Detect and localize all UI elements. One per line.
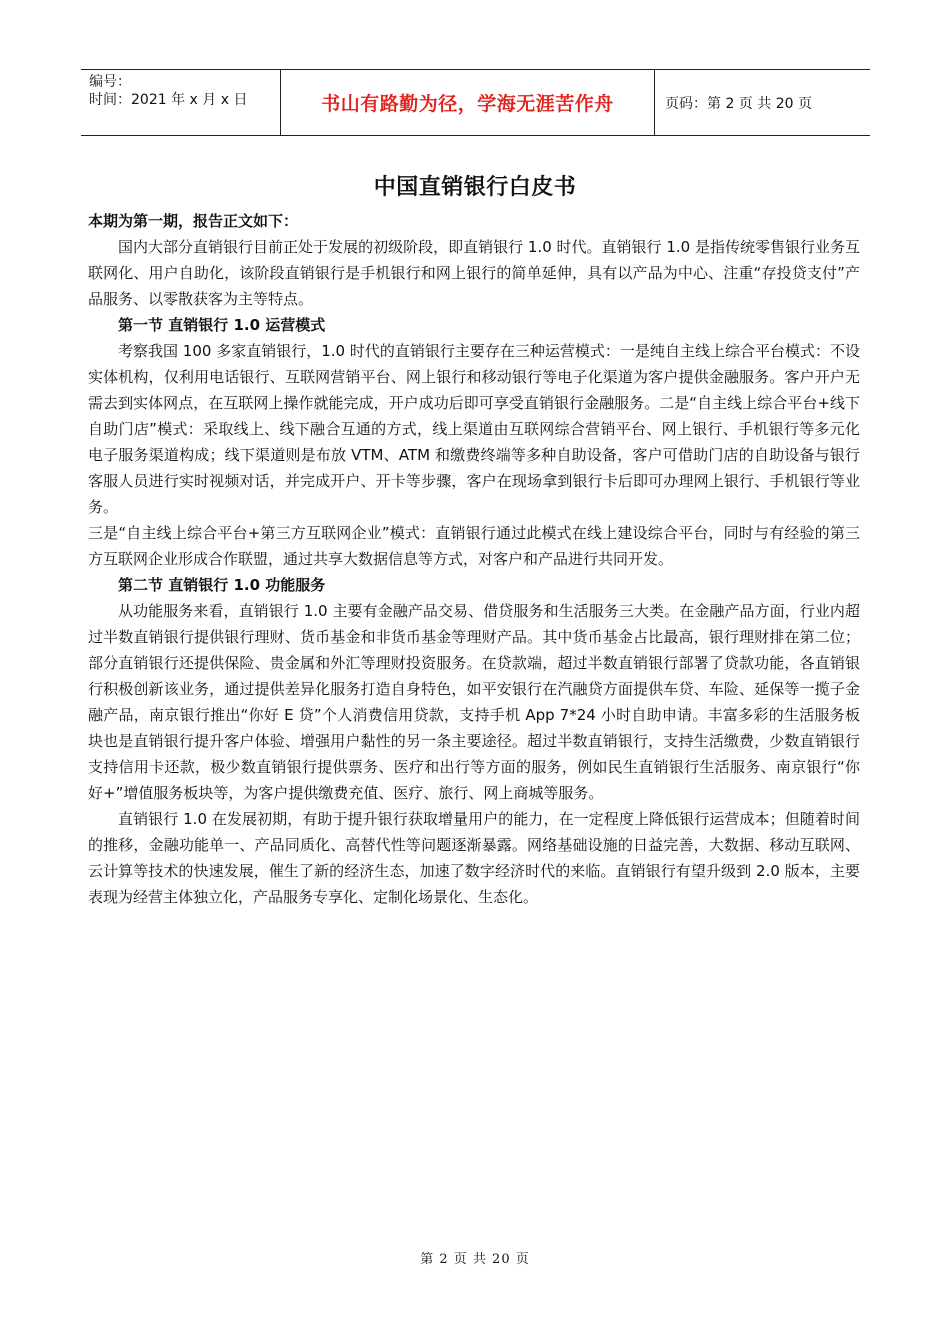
paragraph-intro: 国内大部分直销银行目前正处于发展的初级阶段，即直销银行 1.0 时代。直销银行 1.0 是指传统零售银行业务互联网化、用户自助化，该阶段直销银行是手机银行和网上银行的简单延伸，具有以产品为中心、注重“存投贷支付”产品服务、以零散获客为主等特点。 (88, 238, 860, 308)
paragraph-operating-modes: 考察我国 100 多家直销银行，1.0 时代的直销银行主要存在三种运营模式：一是纯自主线上综合平台模式：不设实体机构，仅利用电话银行、互联网营销平台、网上银行和移动银行等电子化渠道为客户提供金融服务。客户开户无需去到实体网点，在互联网上操作就能完成，开户成功后即可享受直销银行金融服务。二是“自主线上综合平台+线下自助门店”模式：采取线上、线下融合互通的方式，线上渠道由互联网综合营销平台、网上银行、手机银行等多元化电子服务渠道构成；线下渠道则是布放 VTM、ATM 和缴费终端等多种自助设备，客户可借助门店的自助设备与银行客服人员进行实时视频对话，并完成开户、开卡等步骤，客户在现场拿到银行卡后即可办理网上银行、手机银行等业务。 (88, 342, 860, 516)
page-footer: 第 2 页 共 20 页 (420, 1252, 530, 1267)
paragraph-third-mode: 三是“自主线上综合平台+第三方互联网企业”模式：直销银行通过此模式在线上建设综合平台，同时与有经验的第三方互联网企业形成合作联盟，通过共享大数据信息等方式，对客户和产品进行共同开发。 (88, 524, 860, 568)
section-2-heading: 第二节 直销银行 1.0 功能服务 (118, 576, 326, 594)
document-body (88, 208, 860, 910)
section-1-heading: 第一节 直销银行 1.0 运营模式 (118, 316, 326, 334)
paragraph-functional-services: 从功能服务来看，直销银行 1.0 主要有金融产品交易、借贷服务和生活服务三大类。在金融产品方面，行业内超过半数直销银行提供银行理财、货币基金和非货币基金等理财产品。其中货币基金占比最高，银行理财排在第二位；部分直销银行还提供保险、贵金属和外汇等理财投资服务。在贷款端，超过半数直销银行部署了贷款功能，各直销银行积极创新该业务，通过提供差异化服务打造自身特色，如平安银行在汽融贷方面提供车贷、车险、延保等一揽子金融产品，南京银行推出“你好 E 贷”个人消费信用贷款，支持手机 App 7*24 小时自助申请。丰富多彩的生活服务板块也是直销银行提升客户体验、增强用户黏性的另一条主要途径。超过半数直销银行，支持生活缴费，少数直销银行支持信用卡还款，极少数直销银行提供票务、医疗和出行等方面的服务，例如民生直销银行生活服务、南京银行“你好+”增值服务板块等，为客户提供缴费充值、医疗、旅行、网上商城等服务。 (88, 602, 860, 802)
document-number-label: 编号： (89, 74, 131, 90)
intro-heading: 本期为第一期，报告正文如下： (88, 212, 299, 230)
document-header (81, 69, 870, 136)
document-date-label: 时间：2021 年 x 月 x 日 (89, 92, 248, 108)
header-page-cell (655, 70, 870, 135)
paragraph-outlook: 直销银行 1.0 在发展初期，有助于提升银行获取增量用户的能力，在一定程度上降低银行运营成本；但随着时间的推移，金融功能单一、产品同质化、高替代性等问题逐渐暴露。网络基础设施的日益完善，大数据、移动互联网、云计算等技术的快速发展，催生了新的经济生态，加速了数字经济时代的来临。直销银行有望升级到 2.0 版本，主要表现为经营主体独立化，产品服务专享化、定制化场景化、生态化。 (88, 810, 860, 906)
header-meta-cell (81, 70, 281, 135)
header-motto-cell (281, 70, 655, 135)
header-motto: 书山有路勤为径，学海无涯苦作舟 (321, 93, 614, 115)
header-page-info: 页码：第 2 页 共 20 页 (665, 95, 812, 112)
document-title: 中国直销银行白皮书 (373, 175, 577, 200)
